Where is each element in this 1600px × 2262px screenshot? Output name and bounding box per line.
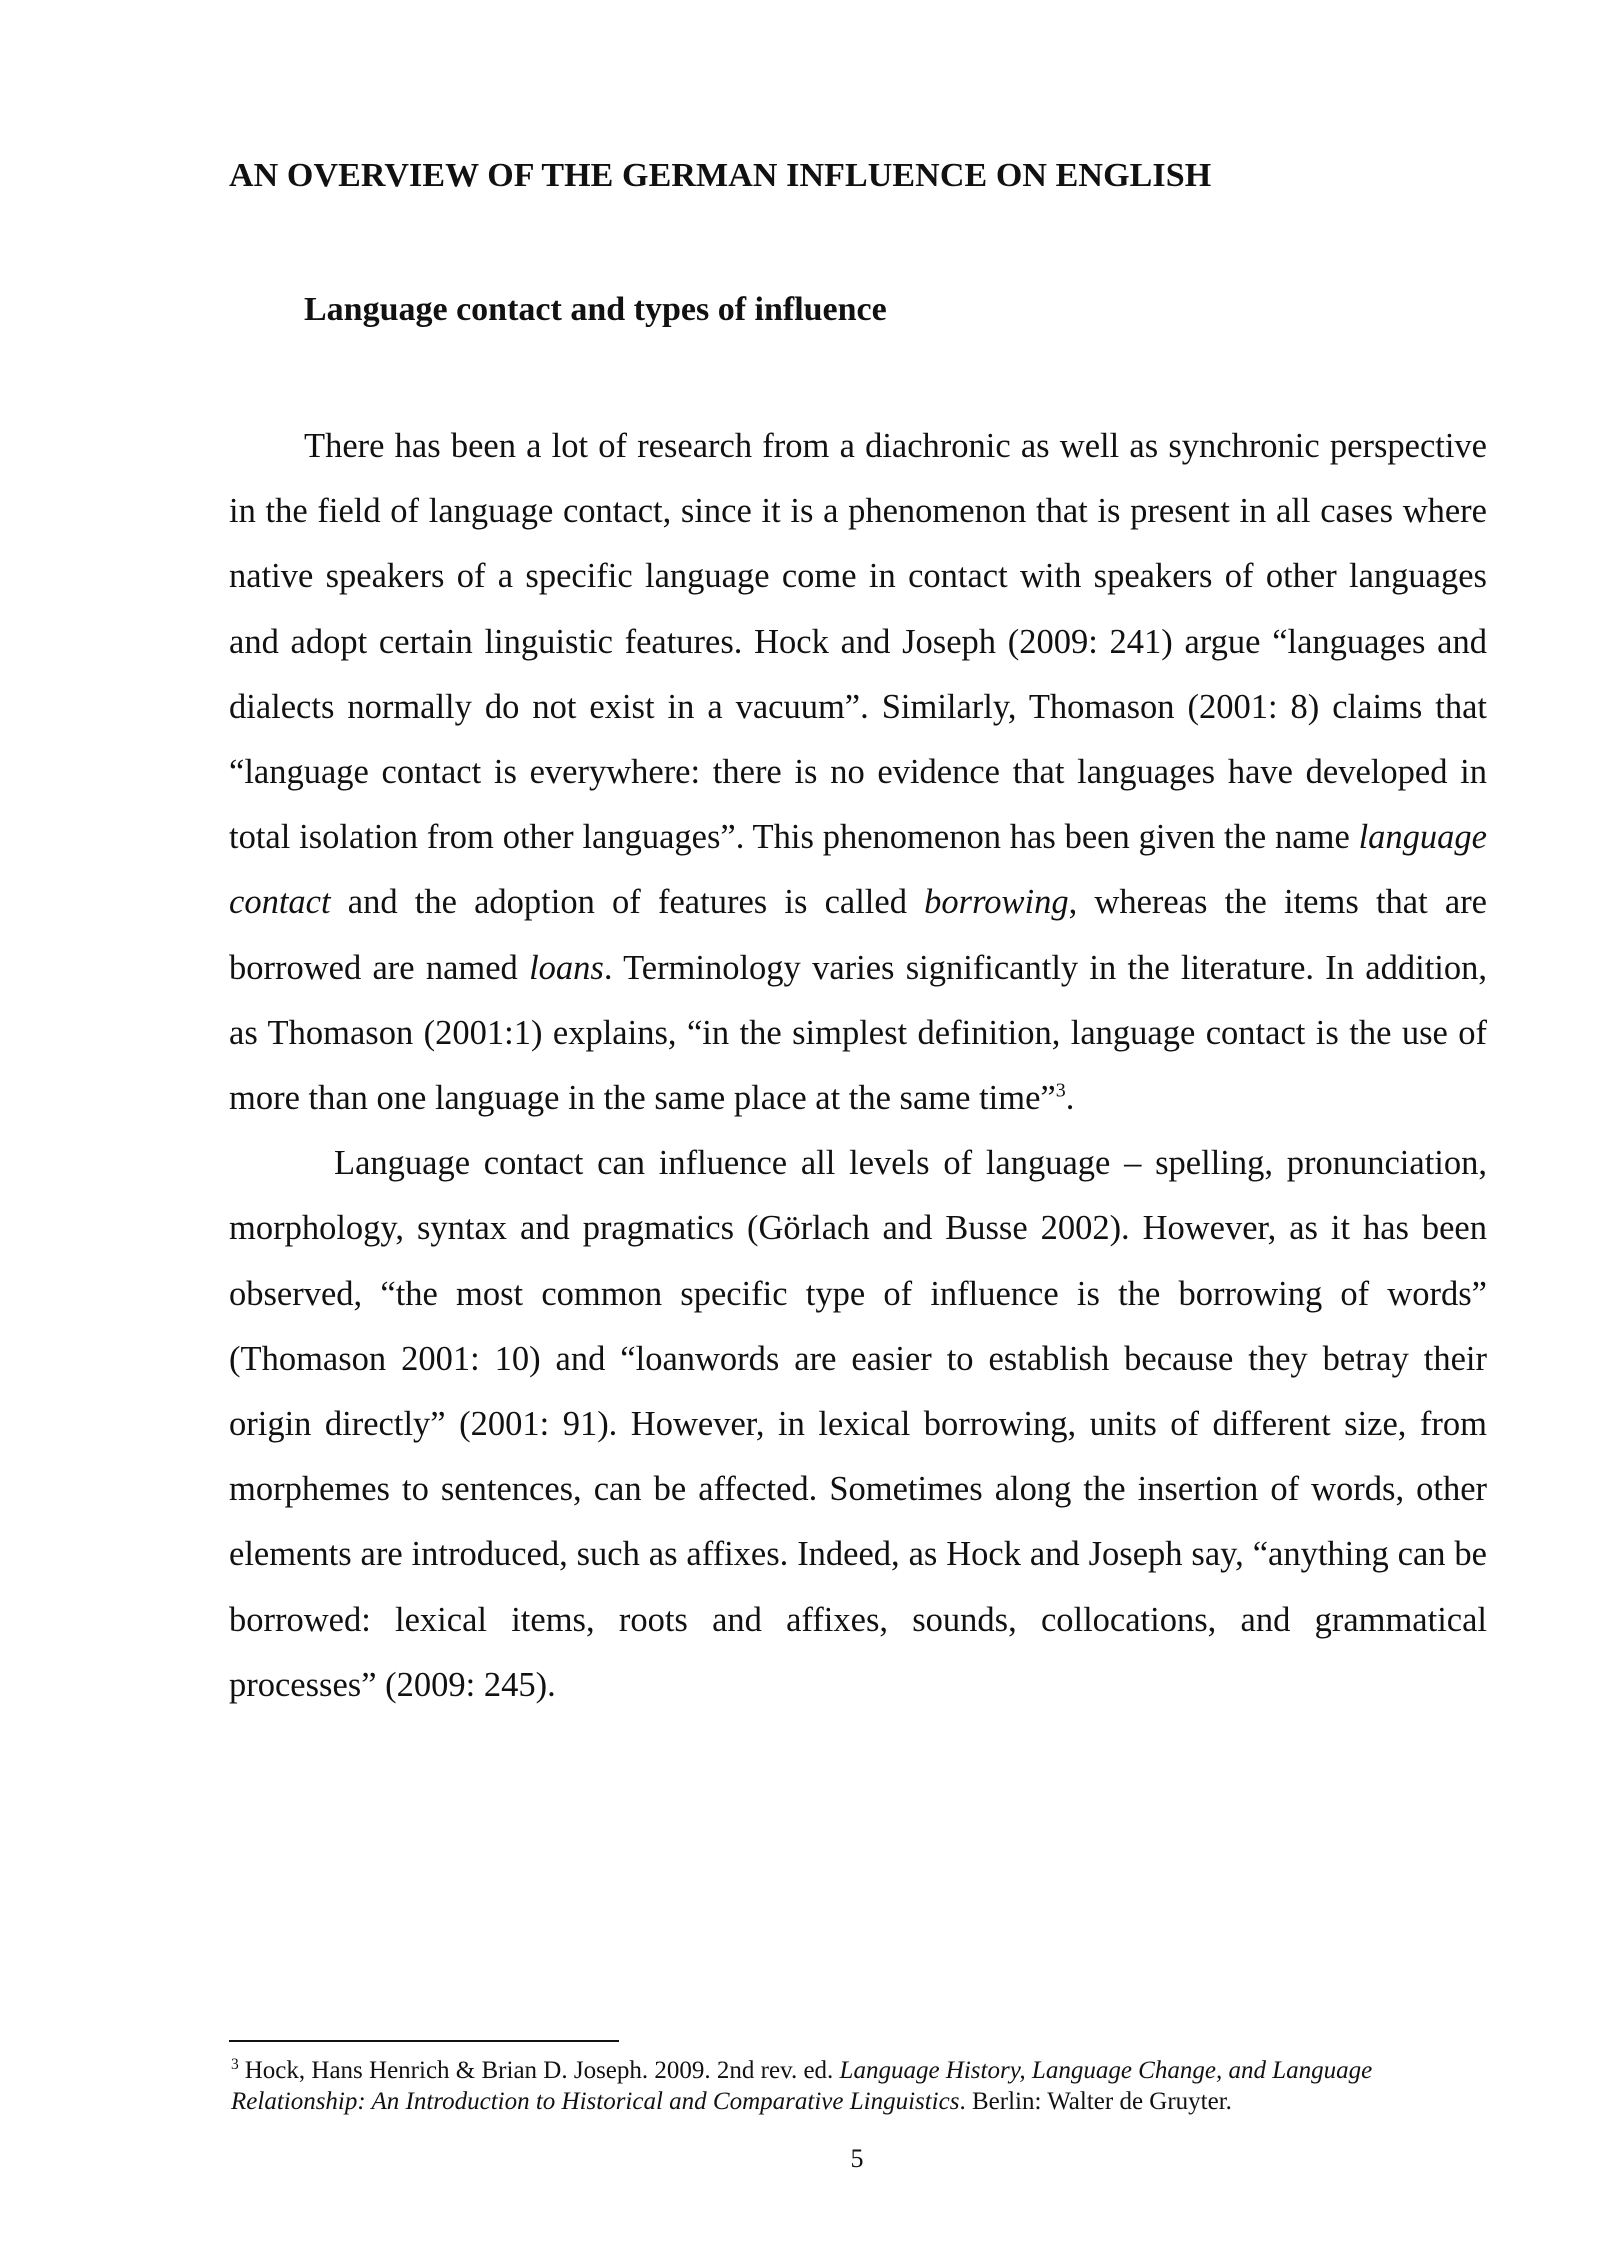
paragraph-1-text-c: , whereas the items that are borrowed are named bbox=[229, 883, 1487, 987]
footnote-marker: 3 bbox=[231, 2055, 239, 2073]
paragraph-1-text-d: . Terminology varies significantly in the literature. In addition, as Thomason (2001:1) explains, “in the simplest definition, language contact is the use of more than one language in the same place at the same time” bbox=[229, 948, 1487, 1118]
footnote bbox=[231, 2055, 1489, 2117]
paragraph-1-text-a: There has been a lot of research from a diachronic as well as synchronic perspective in the field of language contact, since it is a phenomenon that is present in all cases where native speakers of a specific language come in contact with speakers of other languages and adopt certain linguistic features. Hock and Joseph (2009: 241) argue “languages and dialects normally do not exist in a vacuum”. Similarly, Thomason (2001: 8) claims that “language contact is everywhere: there is no evidence that languages have developed in total isolation from other languages”. This phenomenon has been given the name bbox=[229, 427, 1487, 857]
footnote-reference[interactable]: 3 bbox=[1055, 1079, 1066, 1102]
page-number: 5 bbox=[850, 2144, 864, 2173]
term-loans: loans bbox=[529, 948, 604, 987]
body-text bbox=[229, 414, 1487, 1718]
footnote-book-title: Language History, Language Change, and Language Relationship: An Introduction to Historical and Comparative Linguistics bbox=[231, 2057, 1373, 2115]
section-title: Language contact and types of influence bbox=[304, 291, 887, 328]
footnote-text-b: . Berlin: Walter de Gruyter. bbox=[959, 2088, 1232, 2115]
term-language-contact: language contact bbox=[229, 818, 1487, 922]
paragraph-1-text-e: . bbox=[1065, 1079, 1075, 1118]
term-borrowing: borrowing bbox=[924, 883, 1069, 922]
chapter-title: AN OVERVIEW OF THE GERMAN INFLUENCE ON ENGLISH bbox=[229, 157, 1212, 194]
footnote-separator bbox=[229, 2040, 619, 2042]
paragraph-1 bbox=[229, 414, 1487, 1131]
paragraph-1-text-b: and the adoption of features is called bbox=[330, 883, 925, 922]
footnote-text-a: Hock, Hans Henrich & Brian D. Joseph. 2009. 2nd rev. ed. bbox=[244, 2057, 840, 2084]
paragraph-2: Language contact can influence all levels of language – spelling, pronunciation, morphology, syntax and pragmatics (Görlach and Busse 2002). However, as it has been observed, “the most common specific type of influence is the borrowing of words” (Thomason 2001: 10) and “loanwords are easier to establish because they betray their origin directly” (2001: 91). However, in lexical borrowing, units of different size, from morphemes to sentences, can be affected. Sometimes along the insertion of words, other elements are introduced, such as affixes. Indeed, as Hock and Joseph say, “anything can be borrowed: lexical items, roots and affixes, sounds, collocations, and grammatical processes” (2009: 245). bbox=[229, 1144, 1487, 1704]
